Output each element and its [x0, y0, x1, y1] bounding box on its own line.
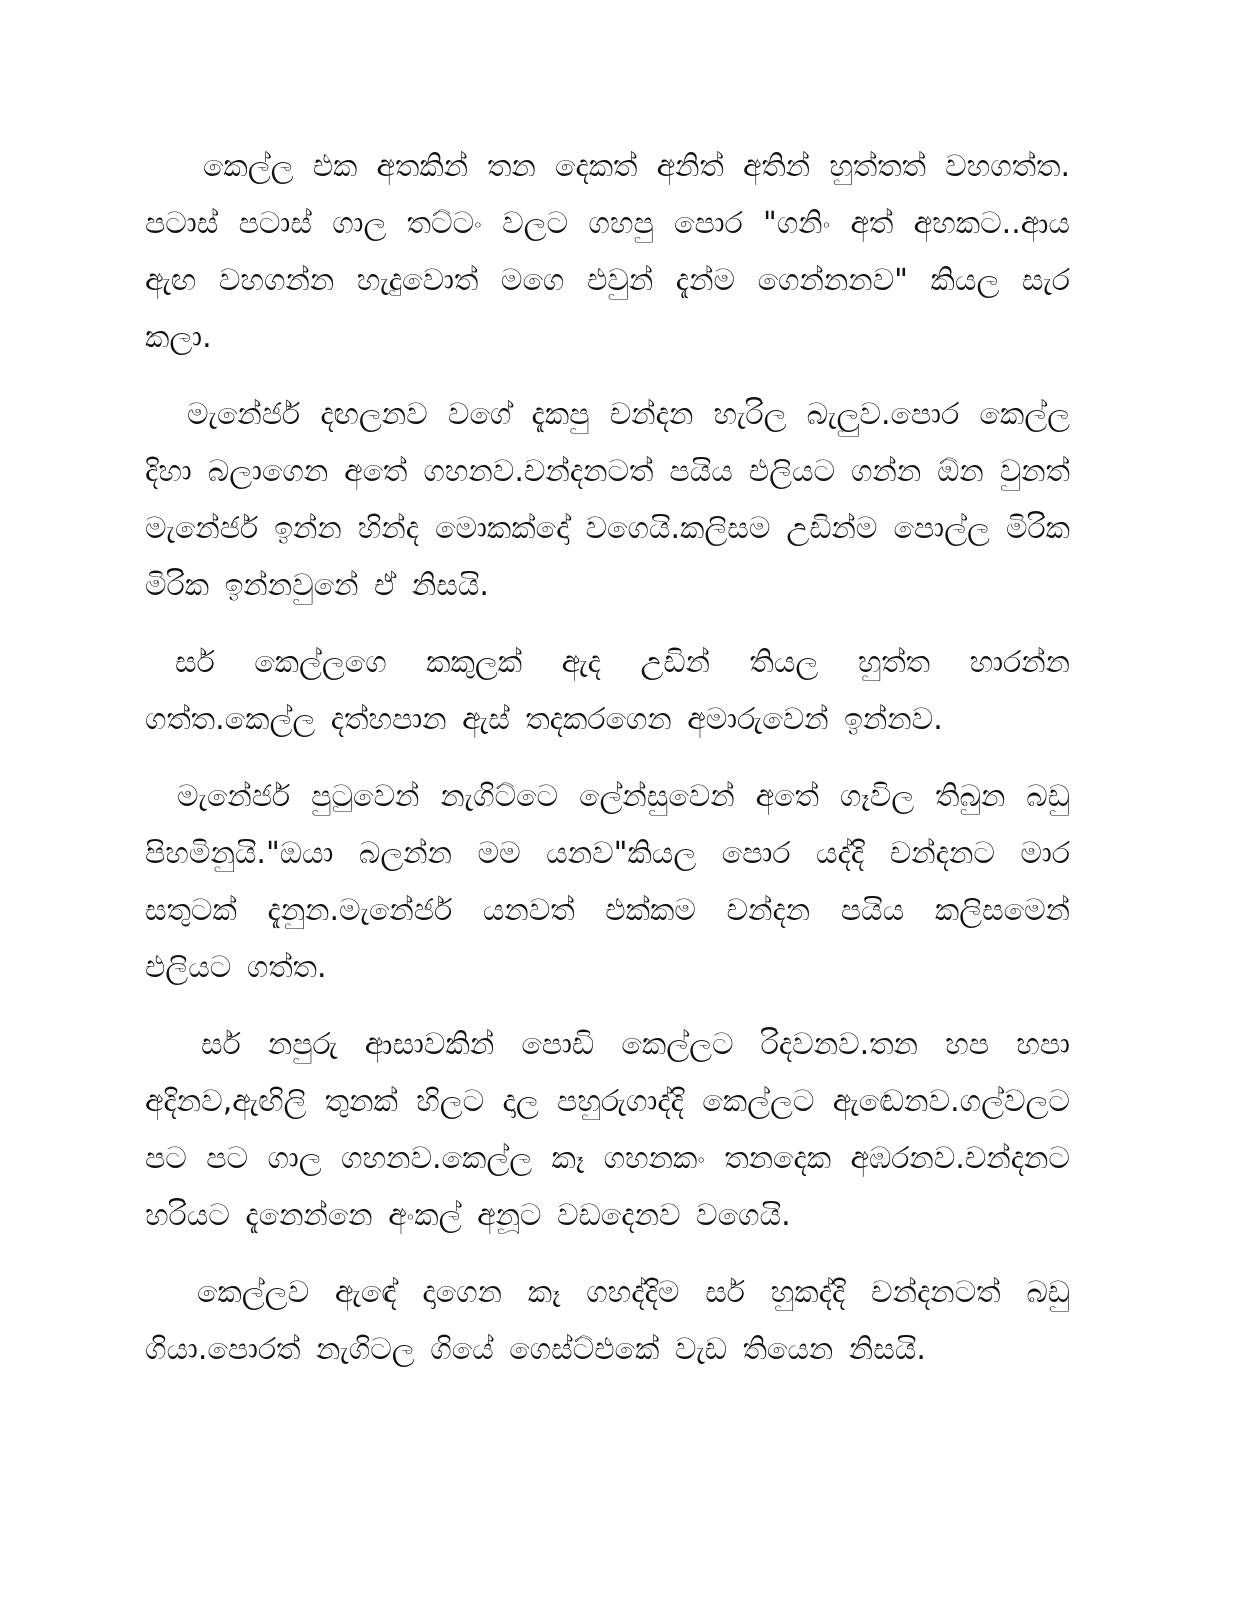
- paragraph-4: මැනේජර් පුටුවෙන් නැගිට්ටෙ ලේන්සුවෙන් අතේ ගෑවිල තිබුන බඩු පිහමිනුයි."ඔයා බලන්න මම යනව"කියල පොර යද්දි චන්දනට මාර සතුටක් දැනුන.මැනේජර් යනවත් එක්කම චන්දන පයිය කලිසමෙන් එලියට ගත්ත.: [145, 779, 1070, 985]
- paragraph-3: සර් කෙල්ලගෙ කකුලක් ඇද උඩින් තියල හුත්ත හාරන්න ගත්ත.කෙල්ල දත්හපාන ඇස් තදකරගෙන අමාරුවෙන් ඉන්නව.: [145, 645, 1070, 737]
- body-text: [145, 138, 1070, 1398]
- paragraph-1: කෙල්ල එක අතකින් තන දෙකත් අනිත් අතින් හුත්තත් වහගත්ත. පටාස් පටාස් ගාල තට්ටං වලට ගහපු පොර "ගනිං අත් අහකට..ආය ඇඟ වහගන්න හැදුවොත් මගෙ එවුන් දැන්ම ගෙන්නනව" කියල සැර කලා.: [145, 149, 1070, 355]
- paragraph-6: කෙල්ලව ඇඳේ දාගෙන කෑ ගහද්දිම සර් හුකද්දි චන්දනටත් බඩු ගියා.පොරත් නැගිටල ගියේ ගෙස්ට්එකේ වැඩ තියෙන නිසයි.: [145, 1275, 1070, 1367]
- paragraph-2: මැනේජර් දඟලනව වගේ දැකපු චන්දන හැරිල බැලුව.පොර කෙල්ල දිහා බලාගෙන අතේ ගහනව.චන්දනටත් පයිය එලියට ගන්න ඕන වුනත් මැනේජර් ඉන්න හින්ද මොකක්දෝ වගෙයි.කලිසම උඩින්ම පොල්ල මිරික මිරික ඉන්නවුනේ ඒ නිසයි.: [145, 397, 1070, 603]
- paragraph-5: සර් නපුරු ආසාවකින් පොඩි කෙල්ලට රිදවනව.තන හප හපා අදිනව,ඇඟිලි තුනක් හිලට දාල පහුරුගාද්දි කෙල්ලට ඇඬෙනව.ගල්වලට පට පට ගාල ගහනව.කෙල්ල කෑ ගහනකං තනදෙක අඹරනව.චන්දනට හරියට දැනෙන්නෙ අංකල් අනූට වඩදෙනව වගෙයි.: [145, 1027, 1070, 1233]
